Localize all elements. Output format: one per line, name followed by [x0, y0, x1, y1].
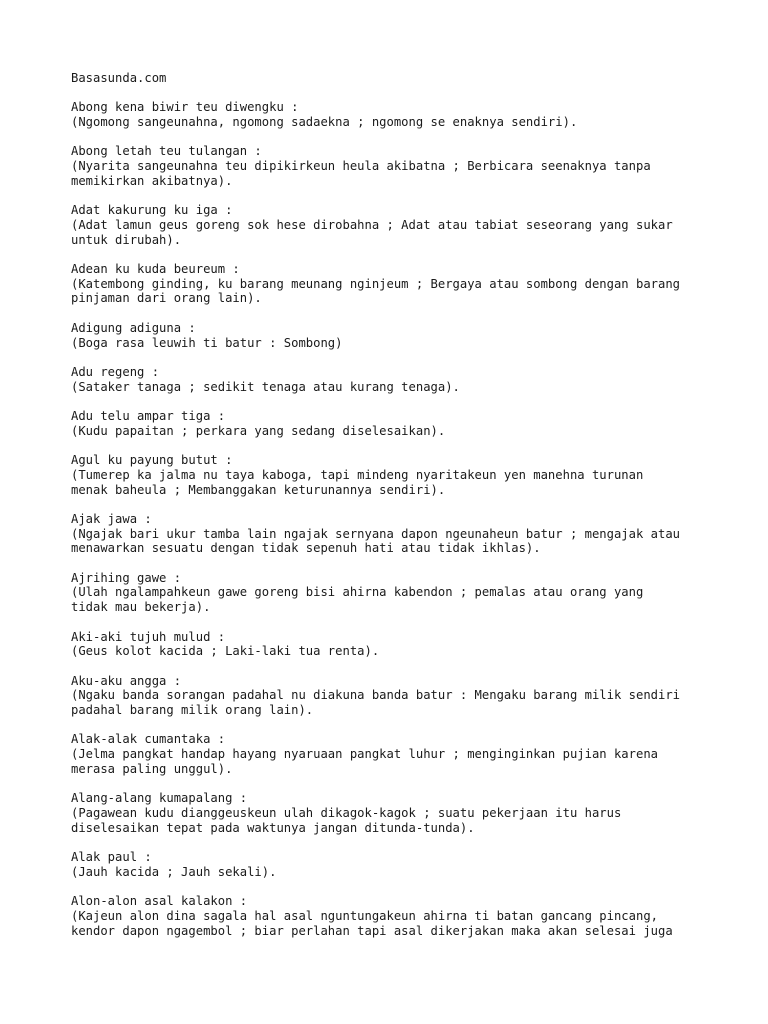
proverb-title: Adean ku kuda beureum : [71, 262, 240, 277]
proverb-title: Ajak jawa : [71, 511, 152, 526]
proverb-definition: (Jelma pangkat handap hayang nyaruaan pangkat luhur ; menginginkan pujian karena merasa paling unggul). [71, 747, 658, 776]
site-name: Basasunda.com [71, 71, 167, 85]
proverb-entry [71, 203, 711, 247]
proverb-entry [71, 262, 711, 306]
proverb-entry [71, 630, 711, 659]
proverb-title: Aki-aki tujuh mulud : [71, 629, 226, 644]
proverb-definition: (Sataker tanaga ; sedikit tenaga atau kurang tenaga). [71, 379, 460, 394]
proverb-title: Alak paul : [71, 850, 152, 865]
proverb-definition: (Boga rasa leuwih ti batur : Sombong) [71, 335, 343, 350]
proverb-entry [71, 850, 711, 879]
proverb-definition: (Ngajak bari ukur tamba lain ngajak sernyana dapon ngeunaheun batur ; mengajak atau menawarkan sesuatu dengan tidak sepenuh hati atau tidak ikhlas). [71, 526, 681, 556]
proverb-title: Agul ku payung butut : [71, 453, 233, 468]
proverb-definition: (Tumerep ka jalma nu taya kaboga, tapi mindeng nyaritakeun yen manehna turunan menak baheula ; Membanggakan keturunannya sendiri). [71, 467, 644, 497]
proverb-definition: (Ulah ngalampahkeun gawe goreng bisi ahirna kabendon ; pemalas atau orang yang tidak mau bekerja). [71, 585, 644, 615]
proverb-title: Aku-aku angga : [71, 673, 182, 688]
document-body [71, 71, 711, 953]
proverb-definition: (Nyarita sangeunahna teu dipikirkeun heula akibatna ; Berbicara seenaknya tanpa memikirkan akibatnya). [71, 159, 651, 188]
proverb-definition: (Jauh kacida ; Jauh sekali). [71, 864, 277, 879]
proverb-entry [71, 409, 711, 438]
proverb-entry [71, 453, 711, 497]
proverb-entry [71, 791, 711, 835]
proverb-title: Abong kena biwir teu diwengku : [71, 100, 299, 115]
proverb-definition: (Ngomong sangeunahna, ngomong sadaekna ; ngomong se enaknya sendiri). [71, 115, 578, 130]
proverb-title: Adu telu ampar tiga : [71, 409, 226, 424]
proverb-definition: (Kudu papaitan ; perkara yang sedang diselesaikan). [71, 423, 446, 438]
proverb-entry [71, 365, 711, 394]
proverb-definition: (Kajeun alon dina sagala hal asal nguntungakeun ahirna ti batan gancang pincang, kendor dapon ngagembol ; biar perlahan tapi asal dikerjakan maka akan selesai juga [71, 908, 673, 938]
proverb-definition: (Adat lamun geus goreng sok hese dirobahna ; Adat atau tabiat seseorang yang sukar untuk dirubah). [71, 217, 673, 247]
proverb-entry [71, 674, 711, 718]
proverb-title: Alon-alon asal kalakon : [71, 894, 248, 909]
proverb-entry [71, 732, 711, 776]
proverb-definition: (Geus kolot kacida ; Laki-laki tua renta). [71, 644, 380, 659]
proverb-entry [71, 512, 711, 556]
proverb-title: Adat kakurung ku iga : [71, 203, 233, 218]
proverb-entry [71, 571, 711, 615]
proverb-title: Abong letah teu tulangan : [71, 144, 262, 159]
proverb-entry [71, 100, 711, 129]
proverb-definition: (Pagawean kudu dianggeuskeun ulah dikagok-kagok ; suatu pekerjaan itu harus diselesaikan tepat pada waktunya jangan ditunda-tunda). [71, 805, 622, 835]
proverb-entry [71, 321, 711, 350]
proverb-entry [71, 894, 711, 938]
proverb-definition: (Katembong ginding, ku barang meunang nginjeum ; Bergaya atau sombong dengan barang pinjaman dari orang lain). [71, 276, 681, 306]
proverb-title: Alang-alang kumapalang : [71, 791, 248, 806]
proverb-entry [71, 144, 711, 188]
proverb-title: Ajrihing gawe : [71, 570, 182, 585]
proverb-title: Adigung adiguna : [71, 320, 196, 335]
proverb-title: Alak-alak cumantaka : [71, 732, 226, 747]
proverb-title: Adu regeng : [71, 364, 160, 379]
proverb-definition: (Ngaku banda sorangan padahal nu diakuna banda batur : Mengaku barang milik sendiri padahal barang milik orang lain). [71, 688, 681, 718]
